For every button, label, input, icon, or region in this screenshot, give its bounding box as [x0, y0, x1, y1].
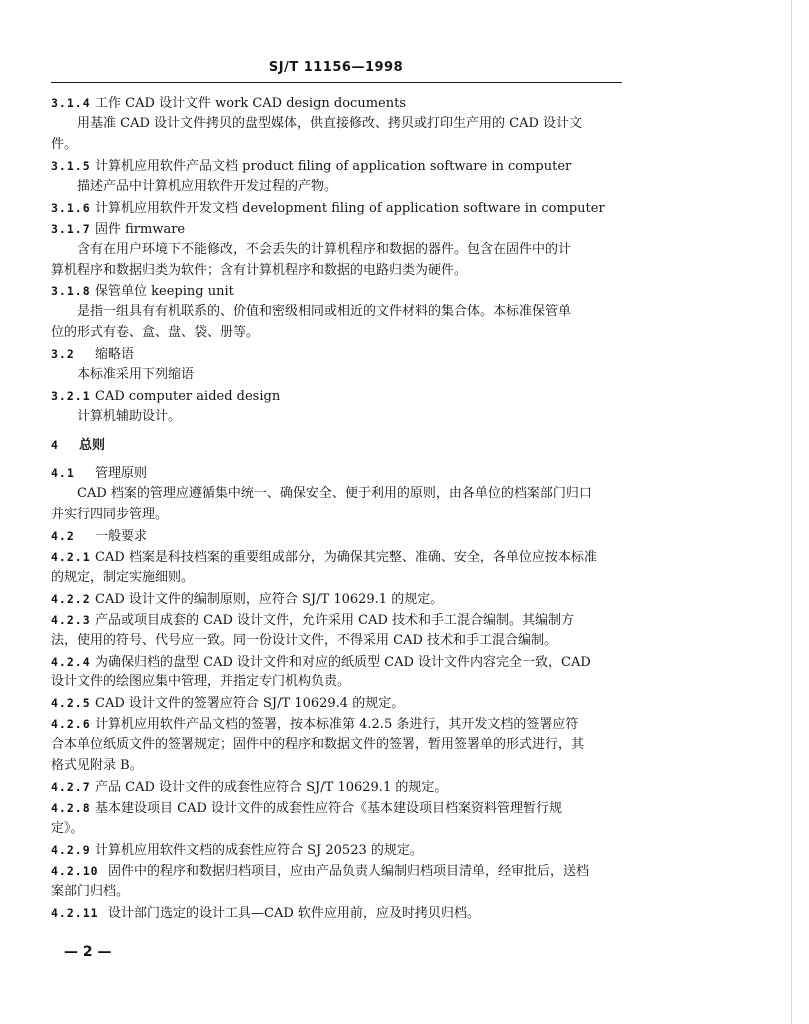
scan-edge — [791, 0, 792, 1024]
clause-number: 4.2.1 — [51, 549, 91, 564]
clause-number: 4.2.3 — [51, 612, 91, 627]
text-line — [51, 135, 631, 156]
clause-number: 4.2.9 — [51, 842, 91, 857]
clause-number: 4.2.5 — [51, 696, 91, 711]
clause-number: 4.2.8 — [51, 801, 91, 816]
document-code-header: SJ/T 11156—1998 — [268, 60, 404, 75]
clause-number: 4 — [51, 438, 59, 453]
clause-text: 用基准 CAD 设计文件拷贝的盘型媒体，供直接修改、拷贝或打印生产用的 CAD 设计文 — [77, 115, 583, 131]
text-line — [51, 484, 631, 505]
text-line — [51, 672, 631, 693]
text-line — [51, 114, 631, 135]
clause-text: 固件 firmware — [95, 221, 186, 237]
text-line — [51, 631, 631, 652]
clause-text: CAD 档案的管理应遵循集中统一、确保安全、便于利用的原则，由各单位的档案部门归口 — [77, 486, 592, 501]
clause-text: 案部门归档。 — [51, 883, 130, 899]
clause-line — [51, 903, 631, 924]
clause-line — [51, 714, 631, 735]
clause-text: 计算机应用软件产品文档的签署，按本标准第 4.2.5 条进行，其开发文档的签署应符 — [95, 717, 579, 733]
clause-text: 产品或项目成套的 CAD 设计文件，允许采用 CAD 技术和手工混合编制。其编制方 — [95, 612, 575, 628]
clause-text: CAD 设计文件的签署应符合 SJ/T 10629.4 的规定。 — [95, 696, 405, 712]
clause-text: 管理原则 — [95, 466, 148, 482]
clause-text: 的规定，制定实施细则。 — [51, 569, 195, 585]
header-rule — [51, 82, 622, 83]
clause-line — [51, 93, 631, 114]
clause-text: 含有在用户环境下不能修改，不会丢失的计算机程序和数据的器件。包含在固件中的计 — [77, 241, 572, 257]
text-line — [51, 302, 631, 323]
clause-text: 为确保归档的盘型 CAD 设计文件和对应的纸质型 CAD 设计文件内容完全一致，CAD — [95, 654, 591, 670]
clause-text: 基本建设项目 CAD 设计文件的成套性应符合《基本建设项目档案资料管理暂行规 — [95, 801, 563, 817]
clause-line — [51, 281, 631, 302]
text-line — [51, 407, 631, 435]
clause-text: CAD computer aided design — [95, 389, 281, 405]
clause-text: 格式见附录 B。 — [51, 758, 143, 774]
text-line — [51, 735, 631, 756]
clause-text: 并实行四同步管理。 — [51, 506, 169, 522]
clause-line — [51, 526, 631, 547]
clause-line — [51, 777, 631, 798]
clause-text: CAD 档案是科技档案的重要组成部分，为确保其完整、准确、安全，各单位应按本标准 — [95, 549, 597, 565]
clause-text: 算机程序和数据归类为软件；含有计算机程序和数据的电路归类为硬件。 — [51, 262, 468, 278]
clause-text: 产品 CAD 设计文件的成套性应符合 SJ/T 10629.1 的规定。 — [95, 780, 448, 796]
clause-line — [51, 198, 631, 219]
clause-line — [51, 693, 631, 714]
clause-text: 缩略语 — [95, 347, 135, 363]
text-line — [51, 819, 631, 840]
text-line — [51, 323, 631, 344]
text-line — [51, 882, 631, 903]
clause-line — [51, 798, 631, 819]
text-line — [51, 505, 631, 526]
clause-text: 保管单位 keeping unit — [95, 284, 234, 300]
document-body — [51, 93, 631, 924]
clause-text: 总则 — [79, 438, 106, 454]
clause-number: 4.2.7 — [51, 780, 91, 795]
clause-text: 合本单位纸质文件的签署规定；固件中的程序和数据文件的签署，暂用签署单的形式进行，其 — [51, 737, 585, 753]
clause-number: 3.2.1 — [51, 389, 91, 404]
clause-number: 4.2.4 — [51, 654, 91, 669]
clause-text: 是指一组具有有机联系的、价值和密级相同或相近的文件材料的集合体。本标准保管单 — [77, 304, 572, 320]
clause-line — [51, 435, 631, 463]
clause-line — [51, 386, 631, 407]
clause-line — [51, 861, 631, 882]
clause-text: CAD 设计文件的编制原则，应符合 SJ/T 10629.1 的规定。 — [95, 591, 444, 607]
clause-number: 4.2 — [51, 528, 75, 543]
clause-line — [51, 463, 631, 484]
clause-line — [51, 610, 631, 631]
clause-text: 位的形式有卷、盒、盘、袋、册等。 — [51, 325, 260, 341]
clause-line — [51, 589, 631, 610]
clause-text: 定》。 — [51, 821, 84, 836]
clause-text: 工作 CAD 设计文件 work CAD design documents — [95, 96, 406, 111]
clause-text: 本标准采用下列缩语 — [77, 367, 195, 383]
text-line — [51, 261, 631, 282]
text-line — [51, 756, 631, 777]
clause-line — [51, 547, 631, 568]
clause-number: 4.1 — [51, 466, 75, 481]
clause-text: 法，使用的符号、代号应一致。同一份设计文件，不得采用 CAD 技术和手工混合编制。 — [51, 632, 558, 648]
text-line — [51, 177, 631, 198]
clause-number: 4.2.2 — [51, 591, 91, 606]
clause-text: 描述产品中计算机应用软件开发过程的产物。 — [77, 178, 338, 194]
clause-text: 设计部门选定的设计工具—CAD 软件应用前，应及时拷贝归档。 — [108, 905, 480, 921]
clause-number: 3.1.4 — [51, 96, 91, 110]
clause-number: 3.1.7 — [51, 221, 91, 236]
clause-number: 4.2.11 — [51, 905, 99, 920]
clause-number: 4.2.6 — [51, 717, 91, 732]
clause-text: 计算机辅助设计。 — [77, 409, 182, 425]
clause-number: 4.2.10 — [51, 863, 99, 878]
page-number: — 2 — — [64, 944, 112, 960]
clause-number: 3.1.6 — [51, 200, 91, 215]
clause-text: 件。 — [51, 136, 78, 152]
clause-line — [51, 652, 631, 673]
clause-text: 计算机应用软件开发文档 development filing of application software in computer — [95, 200, 605, 216]
clause-text: 固件中的程序和数据归档项目，应由产品负责人编制归档项目清单，经审批后，送档 — [108, 863, 590, 879]
clause-text: 设计文件的绘图应集中管理，并指定专门机构负责。 — [51, 674, 351, 690]
clause-line — [51, 840, 631, 861]
clause-line — [51, 344, 631, 365]
clause-line — [51, 219, 631, 240]
clause-number: 3.1.8 — [51, 284, 91, 299]
text-line — [51, 365, 631, 386]
clause-number: 3.1.5 — [51, 158, 91, 173]
clause-text: 计算机应用软件产品文档 product filing of application software in computer — [95, 158, 572, 174]
clause-number: 3.2 — [51, 347, 75, 362]
clause-text: 一般要求 — [95, 528, 148, 544]
clause-text: 计算机应用软件文档的成套性应符合 SJ 20523 的规定。 — [95, 842, 423, 858]
text-line — [51, 240, 631, 261]
text-line — [51, 568, 631, 589]
clause-line — [51, 156, 631, 177]
